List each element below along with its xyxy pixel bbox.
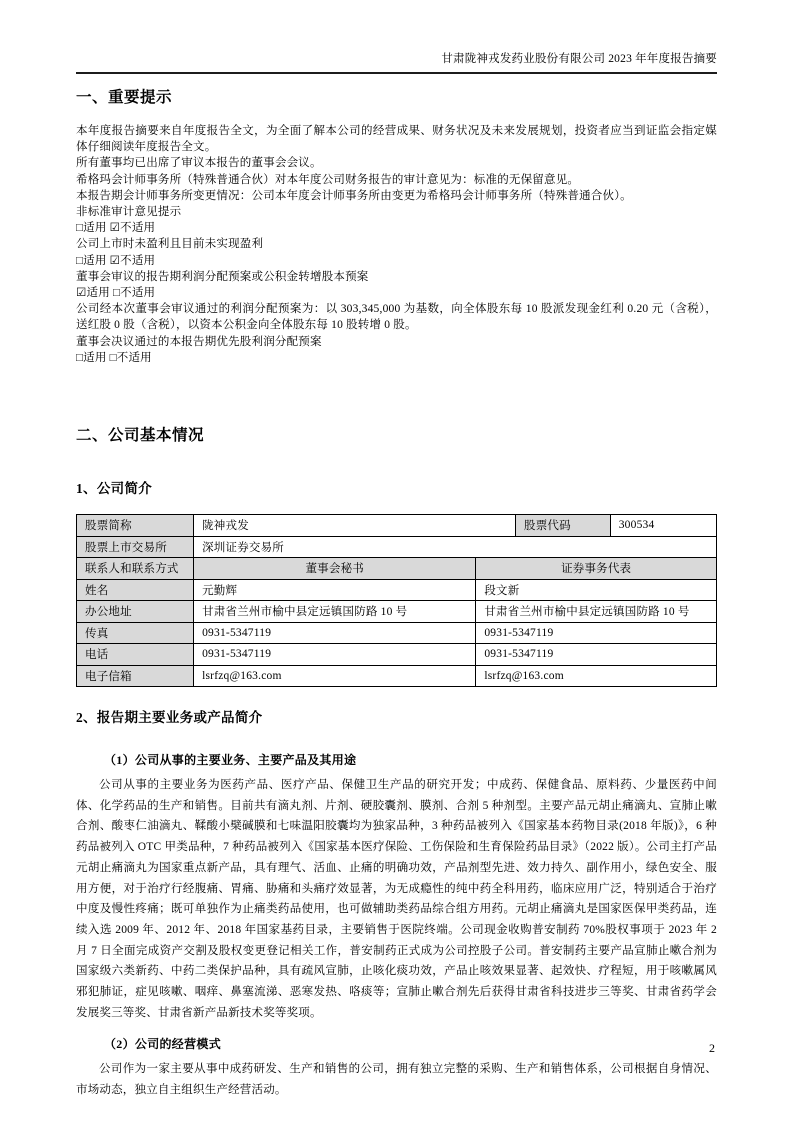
row-label: 电话	[77, 644, 194, 666]
checkbox-line-nonstandard-audit: □适用 ☑不适用	[76, 222, 156, 235]
notice-paragraph: 公司上市时未盈利且目前未实现盈利	[76, 238, 264, 251]
secretary-phone: 0931-5347119	[194, 644, 476, 666]
row-label: 办公地址	[77, 601, 194, 623]
document-header	[76, 50, 717, 74]
section-heading-company-basics: 二、公司基本情况	[76, 427, 205, 445]
notice-paragraph-dividend-plan: 公司经本次董事会审议通过的利润分配预案为：以 303,345,000 为基数，向全体股东每 10 股派发现金红利 0.20 元（含税），送红股 0 股（含税），以资本公积金向全体股东每 10 股转增 0 股。	[76, 303, 717, 332]
business-sub2-heading: （2）公司的经营模式	[104, 1037, 222, 1052]
notice-paragraph: 董事会审议的报告期利润分配预案或公积金转增股本预案	[76, 270, 369, 283]
business-sub1-heading: （1）公司从事的主要业务、主要产品及其用途	[104, 753, 357, 768]
notice-paragraph: 非标准审计意见提示	[76, 206, 182, 219]
secretary-name: 元勤辉	[194, 579, 476, 601]
contact-col-representative: 证券事务代表	[476, 558, 717, 580]
representative-phone: 0931-5347119	[476, 644, 717, 666]
table-row-stock	[77, 515, 717, 537]
row-label: 姓名	[77, 579, 194, 601]
company-info-table	[76, 514, 717, 687]
table-row-name	[77, 579, 717, 601]
representative-address: 甘肃省兰州市榆中县定远镇国防路 10 号	[476, 601, 717, 623]
subsection-heading-company-profile: 1、公司简介	[76, 481, 153, 497]
table-row-exchange	[77, 536, 717, 558]
document-title: 甘肃陇神戎发药业股份有限公司 2023 年年度报告摘要	[441, 53, 717, 65]
important-notice-block	[76, 123, 717, 366]
table-row-contact-header	[77, 558, 717, 580]
contact-col-secretary: 董事会秘书	[194, 558, 476, 580]
secretary-fax: 0931-5347119	[194, 622, 476, 644]
table-row-fax	[77, 622, 717, 644]
representative-email: lsrfzq@163.com	[476, 665, 717, 687]
table-row-phone	[77, 644, 717, 666]
checkbox-line-not-profitable: □适用 ☑不适用	[76, 254, 156, 267]
table-row-address	[77, 601, 717, 623]
notice-paragraph: 本年度报告摘要来自年度报告全文，为全面了解本公司的经营成果、财务状况及未来发展规划，投资者应当到证监会指定媒体仔细阅读年度报告全文。	[76, 125, 717, 154]
checkbox-line-profit-distribution: ☑适用 □不适用	[76, 287, 156, 300]
business-overview-block	[76, 726, 717, 1101]
stock-short-name-value: 陇神戎发	[194, 515, 516, 537]
representative-fax: 0931-5347119	[476, 622, 717, 644]
notice-paragraph: 所有董事均已出席了审议本报告的董事会会议。	[76, 157, 322, 170]
stock-code-label: 股票代码	[516, 515, 611, 537]
business-sub2-paragraph: 公司作为一家主要从事中成药研发、生产和销售的公司，拥有独立完整的采购、生产和销售体系，公司根据自身情况、市场动态，独立自主组织生产经营活动。	[76, 1063, 717, 1097]
notice-paragraph: 本报告期会计师事务所变更情况：公司本年度会计师事务所由变更为希格玛会计师事务所（特殊普通合伙）。	[76, 189, 632, 202]
secretary-address: 甘肃省兰州市榆中县定远镇国防路 10 号	[194, 601, 476, 623]
row-label: 传真	[77, 622, 194, 644]
row-label: 电子信箱	[77, 665, 194, 687]
exchange-value: 深圳证券交易所	[194, 536, 717, 558]
notice-paragraph: 希格玛会计师事务所（特殊普通合伙）对本年度公司财务报告的审计意见为：标准的无保留意见。	[76, 173, 580, 186]
notice-paragraph: 董事会决议通过的本报告期优先股利润分配预案	[76, 335, 322, 348]
contact-header-label: 联系人和联系方式	[77, 558, 194, 580]
subsection-heading-business-overview: 2、报告期主要业务或产品简介	[76, 710, 263, 726]
section-heading-important-notice: 一、重要提示	[76, 89, 173, 106]
checkbox-line-preferred-shares: □适用 □不适用	[76, 351, 152, 364]
stock-code-value: 300534	[610, 515, 716, 537]
exchange-label: 股票上市交易所	[77, 536, 194, 558]
representative-name: 段文新	[476, 579, 717, 601]
page-number: 2	[709, 1041, 715, 1055]
secretary-email: lsrfzq@163.com	[194, 665, 476, 687]
stock-short-name-label: 股票简称	[77, 515, 194, 537]
business-sub1-paragraph: 公司从事的主要业务为医药产品、医疗产品、保健卫生产品的研究开发；中成药、保健食品、原料药、少量医药中间体、化学药品的生产和销售。目前共有滴丸剂、片剂、硬胶囊剂、膜剂、合剂 5 种剂型。主要产品元胡止痛滴丸、宣肺止嗽合剂、酸枣仁油滴丸、鞣酸小檗碱膜和七味温阳胶囊均为独家品种，3 种药品被列入《国家基本药物目录(2018 年版)》，6 种药品被列入 OTC 甲类品种，7 种药品被列入《国家基本医疗保险、工伤保险和生育保险药品目录》（2022 版）。公司主打产品元胡止痛滴丸为国家重点新产品，具有理气、活血、止痛的明确功效，产品剂型先进、效力持久、副作用小，绿色安全、服用方便，对于治疗行经腹痛、胃痛、胁痛和头痛疗效显著，为无成瘾性的纯中药全科用药，临床应用广泛，特别适合于治疗中度及慢性疼痛；既可单独作为止痛类药品使用，也可做辅助类药品综合组方用药。元胡止痛滴丸是国家医保甲类药品，连续入选 2009 年、2012 年、2018 年国家基药目录，主要销售于医院终端。公司现金收购普安制药 70%股权事项于 2023 年 2 月 7 日全面完成资产交割及股权变更登记相关工作，普安制药正式成为公司控股子公司。普安制药主要产品宣肺止嗽合剂为国家级六类新药、中药二类保护品种，具有疏风宣肺，止咳化痰功效，产品止咳效果显著、起效快、疗程短，用于咳嗽属风邪犯肺证，症见咳嗽、咽痒、鼻塞流涕、恶寒发热、咯痰等；宣肺止嗽合剂先后获得甘肃省科技进步三等奖、甘肃省药学会发展奖三等奖、甘肃省新产品新技术奖等奖项。	[76, 779, 717, 1019]
table-row-email	[77, 665, 717, 687]
